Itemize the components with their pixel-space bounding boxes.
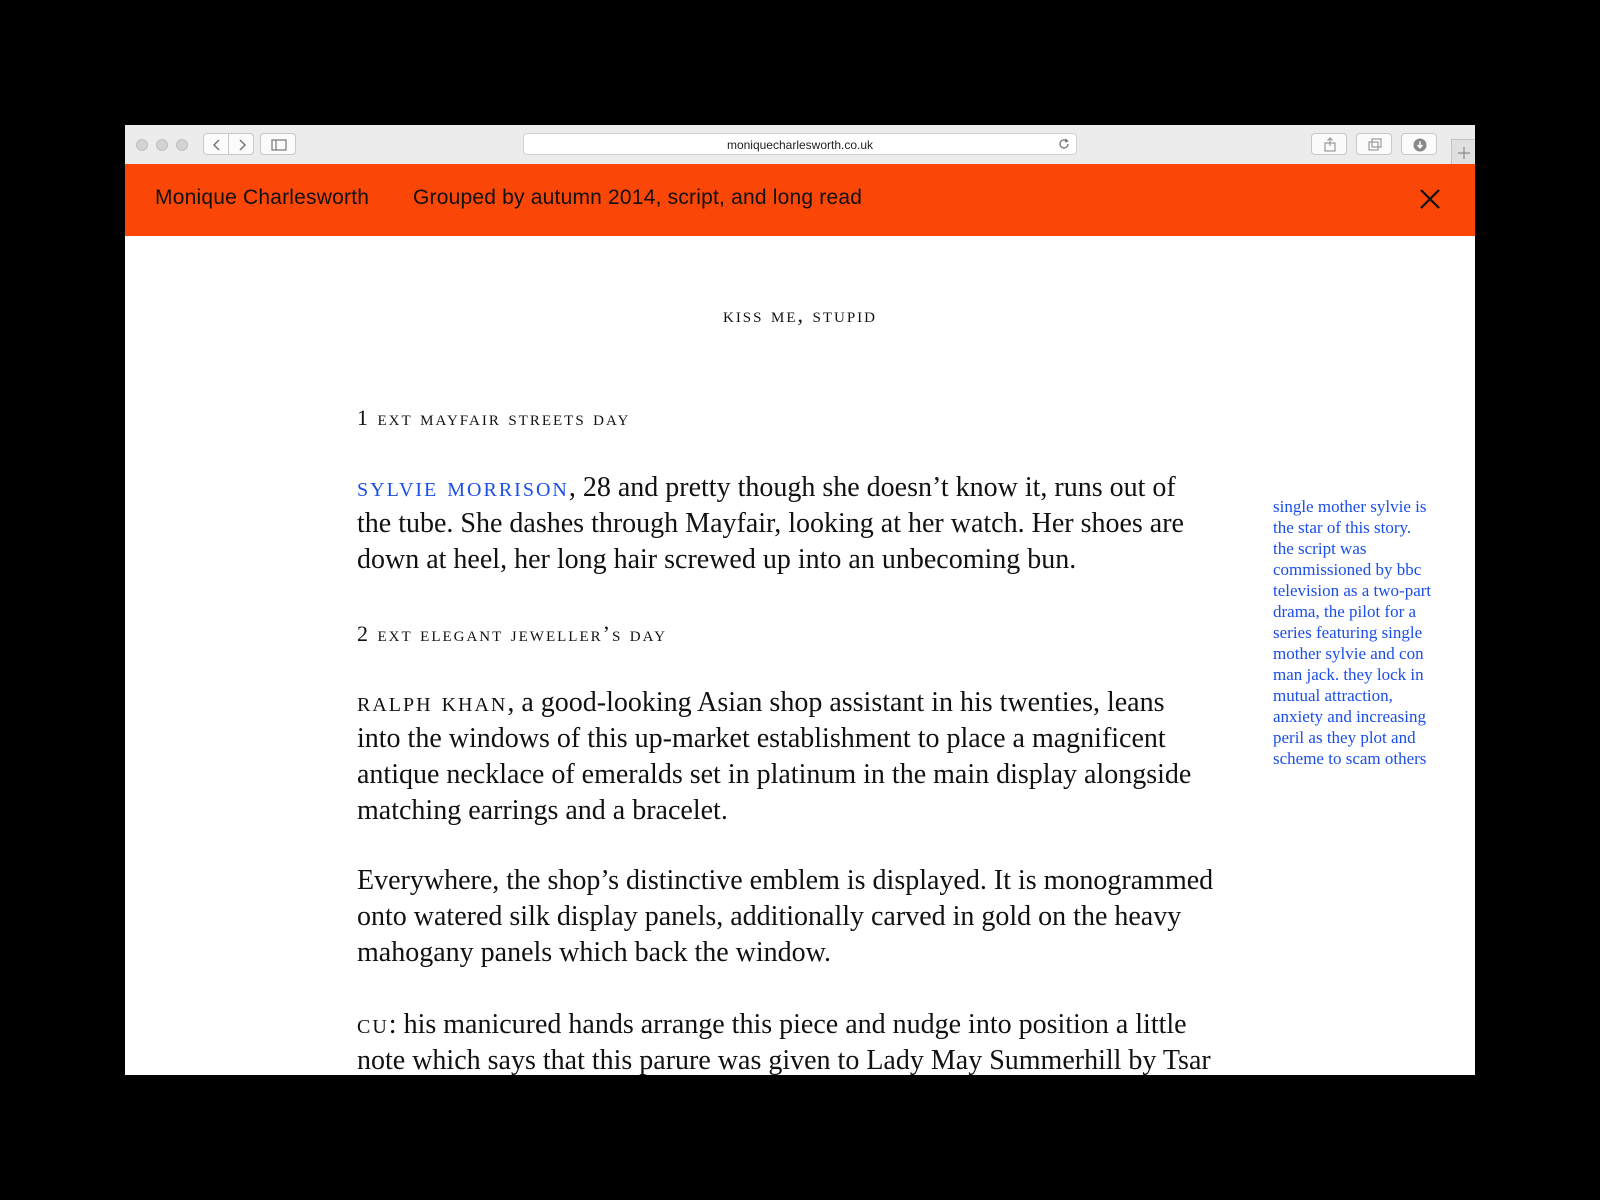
back-icon (204, 134, 230, 156)
forward-icon (229, 134, 255, 156)
margin-note-line: peril as they plot and (1273, 728, 1416, 747)
p1-line2: the tube. She dashes through Mayfair, looking at her watch. Her shoes are (357, 508, 1184, 539)
margin-note (1273, 496, 1458, 769)
paragraph-1 (357, 470, 1257, 578)
p2-line3: antique necklace of emeralds set in platinum in the main display alongside (357, 759, 1192, 790)
site-header (125, 164, 1475, 236)
article-content (125, 236, 1475, 1075)
p1-line3: down at heel, her long hair screwed up into an unbecoming bun. (357, 544, 1077, 575)
url-text: moniquecharlesworth.co.uk (726, 138, 874, 152)
paragraph-3 (357, 863, 1257, 971)
p1-line1: , 28 and pretty though she doesn’t know it, runs out of (568, 472, 1176, 503)
sidebar-button[interactable] (260, 133, 296, 155)
plus-icon (1452, 140, 1475, 165)
sidebar-icon (261, 134, 297, 156)
new-tab-button[interactable] (1451, 139, 1475, 164)
grouping-label: Grouped by autumn 2014, script, and long read (413, 186, 863, 209)
character-link-sylvie[interactable]: sylvie morrison (357, 472, 569, 503)
paragraph-2 (357, 685, 1257, 829)
close-icon[interactable] (1419, 188, 1441, 210)
margin-note-line: scheme to scam others (1273, 749, 1427, 768)
reload-icon[interactable] (1056, 136, 1072, 152)
margin-note-line: drama, the pilot for a (1273, 602, 1417, 621)
tabs-button[interactable] (1356, 133, 1392, 155)
character-name-ralph: ralph khan (357, 687, 508, 718)
tabs-icon (1357, 134, 1393, 156)
address-bar[interactable] (523, 133, 1077, 155)
scene-heading-2: 2 ext elegant jeweller’s day (357, 621, 667, 646)
margin-note-line: the script was (1273, 539, 1367, 558)
p3-line3: mahogany panels which back the window. (357, 937, 832, 968)
zoom-window-button[interactable] (176, 139, 188, 151)
paragraph-4 (357, 1007, 1257, 1075)
p3-line2: onto watered silk display panels, additionally carved in gold on the heavy (357, 901, 1182, 932)
p3-line1: Everywhere, the shop’s distinctive emblem is displayed. It is monogrammed (357, 865, 1214, 896)
margin-note-line: single mother sylvie is (1273, 497, 1427, 516)
margin-note-line: anxiety and increasing (1273, 707, 1426, 726)
scene-heading-1: 1 ext mayfair streets day (357, 405, 631, 430)
margin-note-line: mutual attraction, (1273, 686, 1393, 705)
browser-toolbar (125, 125, 1475, 165)
p4-line2: note which says that this parure was given to Lady May Summerhill by Tsar (357, 1045, 1211, 1075)
margin-note-line: mother sylvie and con (1273, 644, 1424, 663)
margin-note-line: commissioned by bbc (1273, 560, 1422, 579)
margin-note-line: series featuring single (1273, 623, 1423, 642)
browser-window (125, 125, 1475, 1075)
forward-button[interactable] (228, 133, 254, 155)
p2-line2: into the windows of this up-market establishment to place a magnificent (357, 723, 1166, 754)
cu-label: cu (357, 1009, 389, 1040)
margin-note-line: the star of this story. (1273, 518, 1412, 537)
p4-line1: : his manicured hands arrange this piece and nudge into position a little (388, 1009, 1187, 1040)
back-button[interactable] (203, 133, 229, 155)
close-window-button[interactable] (136, 139, 148, 151)
share-button[interactable] (1311, 133, 1347, 155)
site-name-link[interactable]: Monique Charlesworth (155, 186, 370, 209)
p2-line1: , a good-looking Asian shop assistant in his twenties, leans (507, 687, 1165, 718)
download-icon (1402, 134, 1438, 156)
margin-note-line: television as a two-part (1273, 581, 1432, 600)
margin-note-line: man jack. they lock in (1273, 665, 1424, 684)
article-title: kiss me, stupid (722, 302, 878, 327)
minimize-window-button[interactable] (156, 139, 168, 151)
downloads-button[interactable] (1401, 133, 1437, 155)
p2-line4: matching earrings and a bracelet. (357, 795, 728, 826)
share-icon (1312, 134, 1348, 156)
